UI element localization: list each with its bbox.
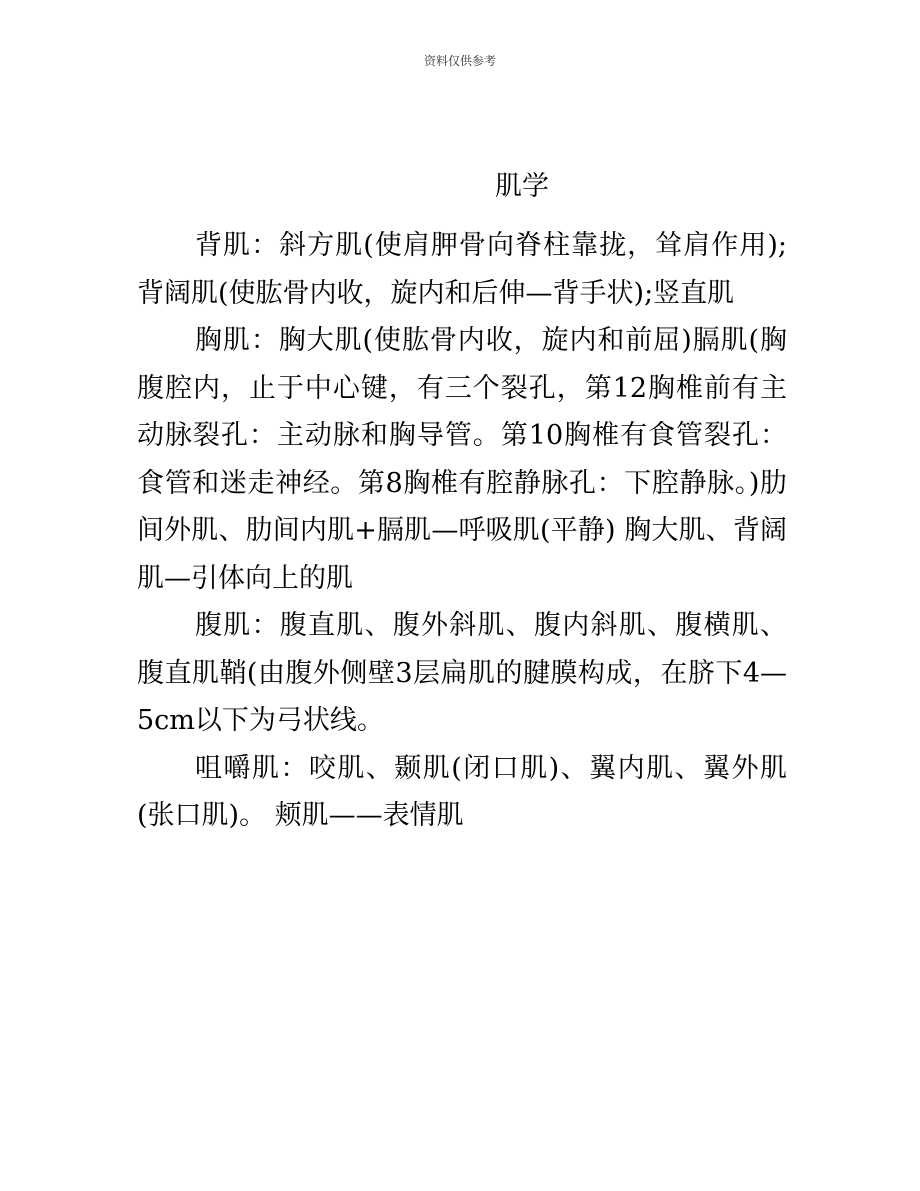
paragraph-back-muscles: 背肌：斜方肌(使肩胛骨向脊柱靠拢，耸肩作用);背阔肌(使肱骨内收，旋内和后伸—背手状);竖直肌 [137,230,787,309]
document-title: 肌学 [495,171,549,202]
page-header: 资料仅供参考 [423,54,496,68]
paragraph-chest-muscles: 胸肌：胸大肌(使肱骨内收，旋内和前屈)膈肌(胸腹腔内，止于中心键，有三个裂孔，第12胸椎前有主动脉裂孔：主动脉和胸导管。第10胸椎有食管裂孔：食管和迷走神经。第8胸椎有腔静脉孔：下腔静脉。)肋间外肌、肋间内肌+膈肌—呼吸肌(平静) 胸大肌、背阔肌—引体向上的肌 [137,325,787,594]
paragraph-abdominal-muscles: 腹肌：腹直肌、腹外斜肌、腹内斜肌、腹横肌、腹直肌鞘(由腹外侧壁3层扁肌的腱膜构成，在脐下4—5cm以下为弓状线。 [137,610,787,736]
paragraph-masticatory-muscles: 咀嚼肌：咬肌、颞肌(闭口肌)、翼内肌、翼外肌(张口肌)。 颊肌——表情肌 [137,752,787,831]
document-body [137,222,787,840]
